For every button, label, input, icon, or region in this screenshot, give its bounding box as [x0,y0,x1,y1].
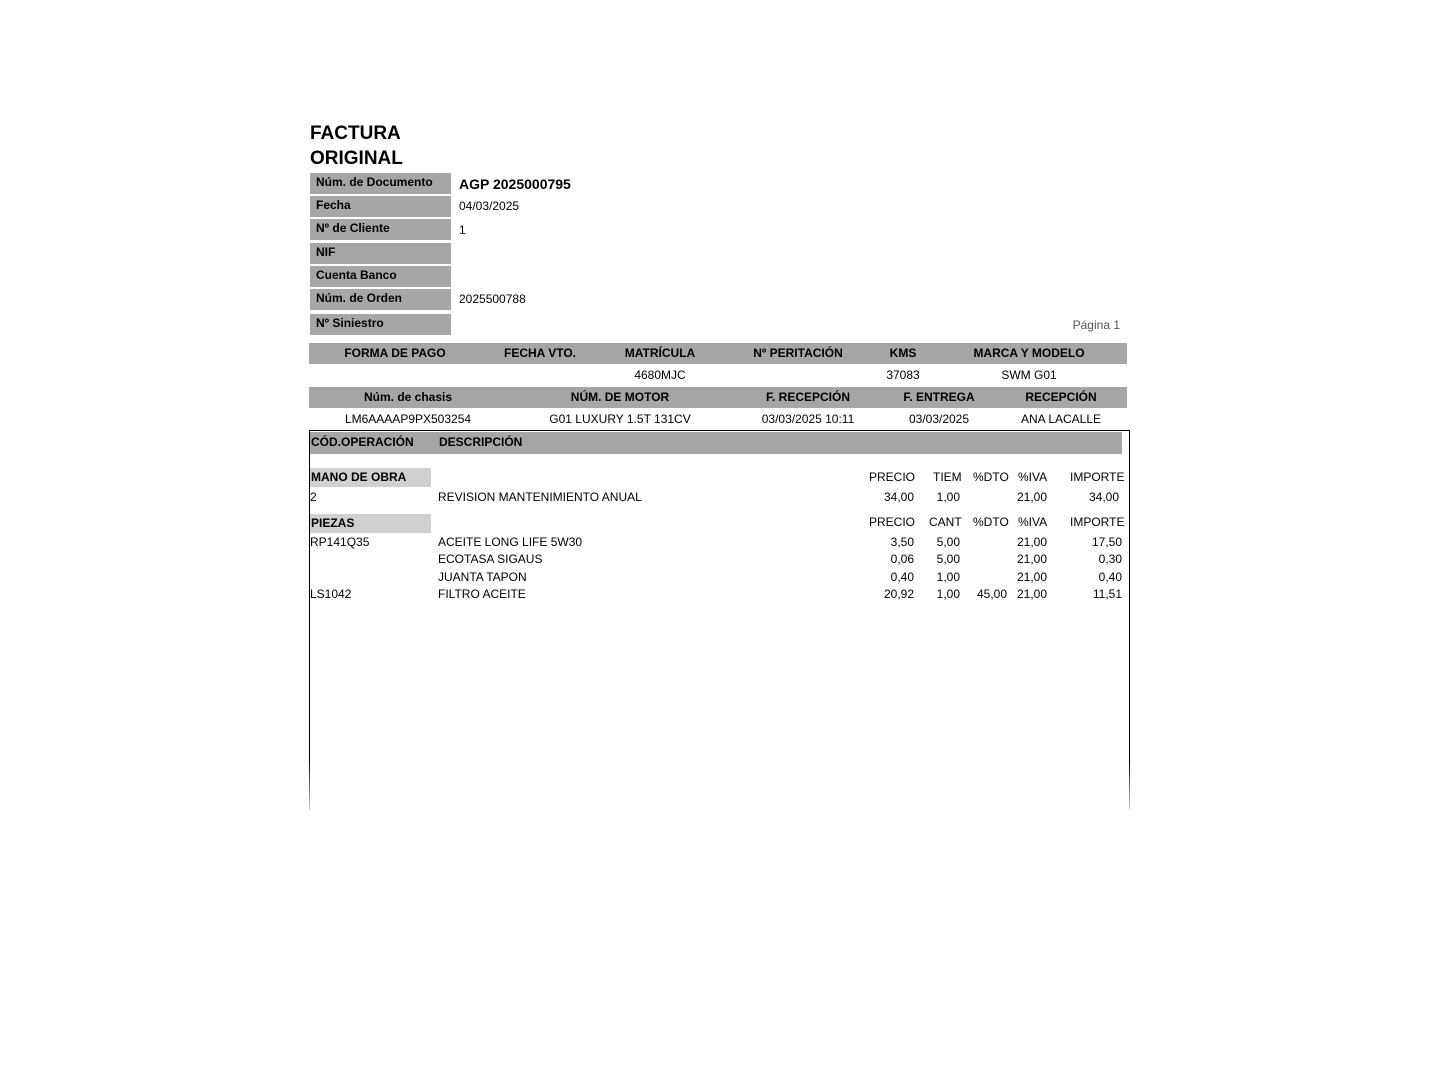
labor-col-amount: IMPORTE [1070,470,1125,484]
header-due-date: FECHA VTO. [503,346,577,360]
row-quantity: 1,00 [936,490,960,504]
value-reception-date: 03/03/2025 10:11 [761,412,855,426]
page-number: Página 1 [1072,318,1120,332]
row-code: RP141Q35 [310,535,370,549]
row-description: ACEITE LONG LIFE 5W30 [438,535,583,549]
labor-col-discount: %DTO [973,470,1009,484]
header-reception-date: F. RECEPCIÓN [765,390,851,404]
value-chassis: LM6AAAAP9PX503254 [344,412,472,426]
header-chassis: Núm. de chasis [363,390,453,404]
labor-col-price: PRECIO [869,470,916,484]
detail-box-fade [300,760,1140,820]
row-description: REVISION MANTENIMIENTO ANUAL [438,490,642,504]
claim-number-label: Nº Siniestro [310,314,451,335]
row-amount: 17,50 [1091,535,1122,549]
value-delivery-date: 03/03/2025 [908,412,970,426]
labor-col-time: TIEM [933,470,962,484]
parts-col-amount: IMPORTE [1070,515,1125,529]
parts-col-vat: %IVA [1018,515,1048,529]
parts-col-discount: %DTO [973,515,1009,529]
row-price: 0,06 [890,552,914,566]
row-vat: 21,00 [1016,490,1047,504]
row-description: ECOTASA SIGAUS [438,552,543,566]
row-vat: 21,00 [1016,587,1047,601]
row-price: 34,00 [883,490,914,504]
detail-box [309,430,1130,810]
detail-header [310,432,1122,454]
row-code: LS1042 [310,587,352,601]
parts-col-quantity: CANT [929,515,962,529]
value-make-model: SWM G01 [1001,368,1057,382]
row-amount: 34,00 [1088,490,1119,504]
header-operation-code: CÓD.OPERACIÓN [311,435,414,449]
header-plate: MATRÍCULA [624,346,696,360]
order-number-label: Núm. de Orden [310,289,451,310]
row-quantity: 1,00 [936,587,960,601]
section-parts: PIEZAS [310,514,431,533]
order-number-value: 2025500788 [459,292,526,306]
row-amount: 11,51 [1092,587,1122,601]
row-vat: 21,00 [1016,552,1047,566]
nif-label: NIF [310,243,451,264]
header-payment-method: FORMA DE PAGO [344,346,446,360]
header-description: DESCRIPCIÓN [439,435,523,449]
header-engine: NÚM. DE MOTOR [570,390,670,404]
document-subtitle: ORIGINAL [310,148,403,169]
row-amount: 0,30 [1098,552,1122,566]
row-description: FILTRO ACEITE [438,587,526,601]
row-price: 20,92 [883,587,914,601]
value-receptionist: ANA LACALLE [1020,412,1102,426]
row-discount: 45,00 [976,587,1007,601]
document-title: FACTURA [310,123,401,144]
parts-col-price: PRECIO [869,515,916,529]
client-number-label: Nº de Cliente [310,219,451,240]
value-kms: 37083 [886,368,920,382]
header-receptionist: RECEPCIÓN [1025,390,1097,404]
header-delivery-date: F. ENTREGA [903,390,975,404]
doc-number-label: Núm. de Documento [310,173,451,194]
row-quantity: 1,00 [936,570,960,584]
header-make-model: MARCA Y MODELO [973,346,1085,360]
section-labor: MANO DE OBRA [310,468,431,487]
row-quantity: 5,00 [936,552,960,566]
header-appraisal-number: Nº PERITACIÓN [753,346,843,360]
value-engine: G01 LUXURY 1.5T 131CV [549,412,691,426]
doc-number-value: AGP 2025000795 [459,176,571,192]
row-price: 0,40 [890,570,914,584]
row-price: 3,50 [890,535,914,549]
value-plate: 4680MJC [634,368,686,382]
row-vat: 21,00 [1016,535,1047,549]
row-description: JUANTA TAPON [438,570,527,584]
date-value: 04/03/2025 [459,199,520,213]
row-amount: 0,40 [1098,570,1122,584]
row-quantity: 5,00 [936,535,960,549]
row-code: 2 [310,490,317,504]
date-label: Fecha [310,196,451,217]
client-number-value: 1 [459,223,466,237]
bank-account-label: Cuenta Banco [310,266,451,287]
header-kms: KMS [889,346,917,360]
labor-col-vat: %IVA [1018,470,1048,484]
row-vat: 21,00 [1016,570,1047,584]
